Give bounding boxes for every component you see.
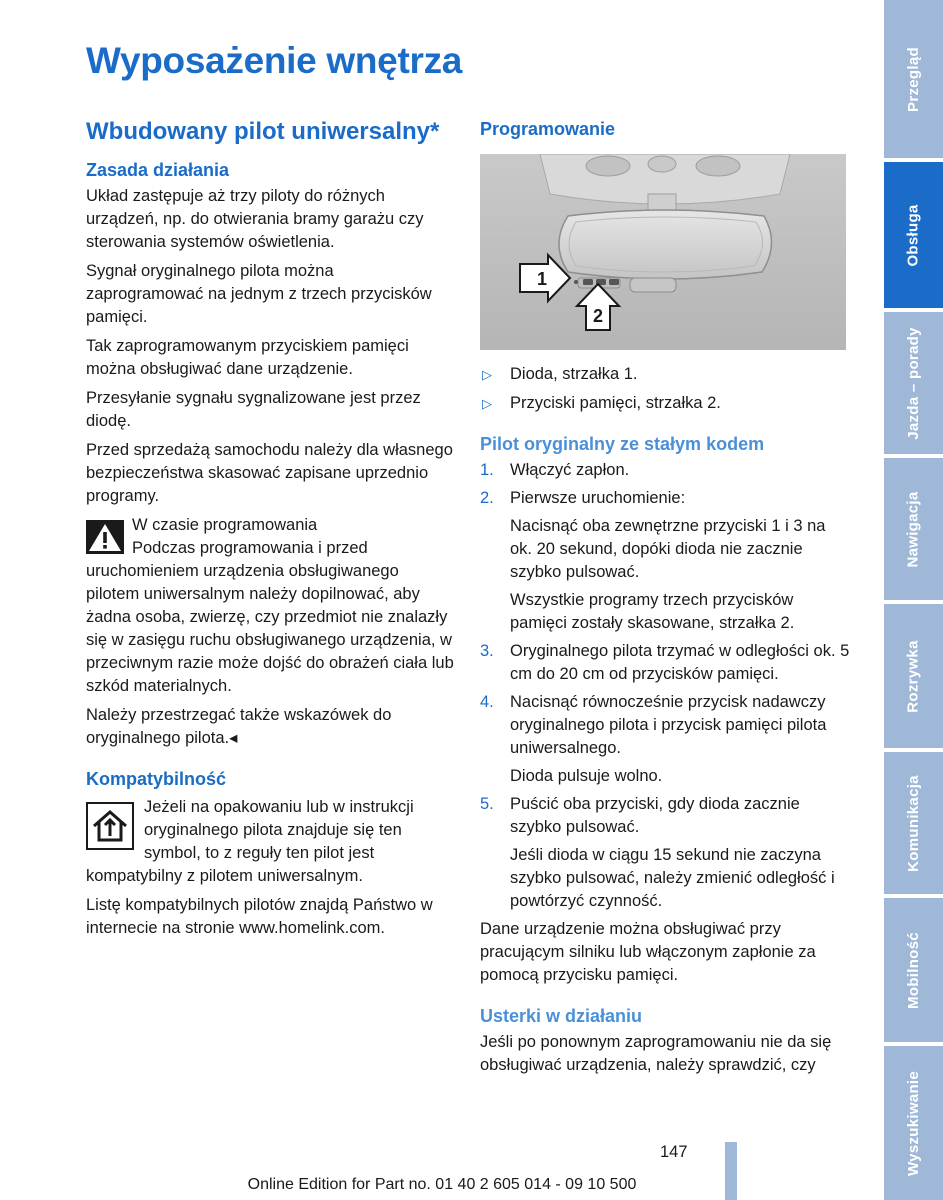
paragraph: Jeśli po ponownym zaprogramowaniu nie da się obsługiwać urządzenia, należy sprawdzić, czy: [480, 1033, 832, 1074]
tab-przeglad[interactable]: Przegląd: [884, 0, 943, 158]
tab-jazda-porady[interactable]: Jazda – porady: [884, 312, 943, 454]
tab-nawigacja[interactable]: Nawigacja: [884, 458, 943, 600]
paragraph: Dane urządzenie można obsługiwać przy pracującym silniku lub włączonym zapłonie za pomocą przycisku pamięci.: [480, 920, 816, 984]
section-heading-universal-remote: Wbudowany pilot uniwersalny*: [86, 118, 440, 145]
compatibility-text: Jeżeli na opakowaniu lub w instrukcji oryginalnego pilota znajduje się ten symbol, to z reguły ten pilot jest kompatybilny z pilotem uniwersalnym.: [86, 798, 414, 885]
chapter-tabs: [884, 0, 943, 1200]
tab-rozrywka[interactable]: Rozrywka: [884, 604, 943, 748]
page-number: 147: [660, 1143, 688, 1161]
subheading-fixed-code: Pilot oryginalny ze stałym kodem: [480, 434, 765, 454]
paragraph: Tak zaprogramowanym przyciskiem pamięci można obsługiwać dane urządzenie.: [86, 337, 409, 378]
warning-triangle-icon: [86, 520, 124, 554]
arrow-label-2: 2: [592, 306, 604, 326]
arrow-label-1: 1: [536, 269, 548, 289]
compatibility-link-text: Listę kompatybilnych pilotów znajdą Państwo w internecie na stronie www.homelink.com.: [86, 896, 433, 937]
paragraph: Przed sprzedażą samochodu należy dla własnego bezpieczeństwa skasować zapisane uprzednio programy.: [86, 441, 453, 505]
footer-edition: Online Edition for Part no. 01 40 2 605 014 - 09 10 500: [247, 1176, 637, 1193]
rearview-mirror-illustration: [480, 154, 846, 350]
tab-obsluga[interactable]: Obsługa: [884, 162, 943, 308]
step-item: 2. Pierwsze uruchomienie:: [480, 489, 686, 507]
tab-mobilnosc[interactable]: Mobilność: [884, 898, 943, 1042]
warning-note: Należy przestrzegać także wskazówek do oryginalnego pilota.◂: [86, 706, 392, 747]
warning-title: W czasie programowania: [132, 516, 318, 534]
tab-komunikacja[interactable]: Komunikacja: [884, 752, 943, 894]
step-item: 4. Nacisnąć równocześnie przycisk nadawczy oryginalnego pilota i przycisk pamięci pilota uniwersalnego.: [480, 693, 827, 757]
step-subtext: Dioda pulsuje wolno.: [510, 767, 663, 785]
step-subtext: Wszystkie programy trzech przycisków pamięci zostały skasowane, strzałka 2.: [510, 591, 795, 632]
step-item: 1. Włączyć zapłon.: [480, 461, 630, 479]
page-title: Wyposażenie wnętrza: [86, 40, 463, 81]
triangle-bullet-icon: ▷: [482, 396, 492, 411]
step-item: 5. Puścić oba przyciski, gdy dioda zacznie szybko pulsować.: [480, 795, 800, 836]
paragraph: Przesyłanie sygnału sygnalizowane jest przez diodę.: [86, 389, 421, 430]
left-column: [86, 118, 454, 946]
triangle-bullet-icon: ▷: [482, 367, 492, 382]
compatibility-block: [86, 796, 454, 888]
warning-block: [86, 514, 454, 698]
step-subtext: Nacisnąć oba zewnętrzne przyciski 1 i 3 na ok. 20 sekund, dopóki dioda nie zacznie szybko pulsować.: [510, 517, 826, 581]
subheading-principle: Zasada działania: [86, 160, 230, 180]
subheading-malfunctions: Usterki w działaniu: [480, 1006, 643, 1026]
right-column: [480, 118, 850, 1083]
step-item: 3. Oryginalnego pilota trzymać w odległości ok. 5 cm do 20 cm od przycisków pamięci.: [480, 642, 850, 683]
step-subtext: Jeśli dioda w ciągu 15 sekund nie zaczyna szybko pulsować, należy zmienić odległość i powtórzyć czynność.: [510, 846, 835, 910]
list-item: ▷ Przyciski pamięci, strzałka 2.: [480, 392, 850, 415]
tab-wyszukiwanie[interactable]: Wyszukiwanie: [884, 1046, 943, 1200]
subheading-compatibility: Kompatybilność: [86, 769, 227, 789]
warning-text: Podczas programowania i przed uruchomieniem urządzenia obsługiwanego pilotem uniwersalnym należy dopilnować, aby żadna osoba, zwierzę, czy przedmiot nie znalazły się w zasięgu ruchu obsługiwanego urządzenia, w przeciwnym razie może dojść do obrażeń ciała lub szkód materialnych.: [86, 539, 454, 695]
subheading-programming: Programowanie: [480, 119, 616, 139]
paragraph: Sygnał oryginalnego pilota można zaprogramować na jednym z trzech przycisków pamięci.: [86, 262, 432, 326]
paragraph: Układ zastępuje aż trzy piloty do różnych urządzeń, np. do otwierania bramy garażu czy sterowania systemów oświetlenia.: [86, 187, 424, 251]
list-item: ▷ Dioda, strzałka 1.: [480, 363, 850, 386]
homelink-house-icon: [86, 802, 134, 850]
